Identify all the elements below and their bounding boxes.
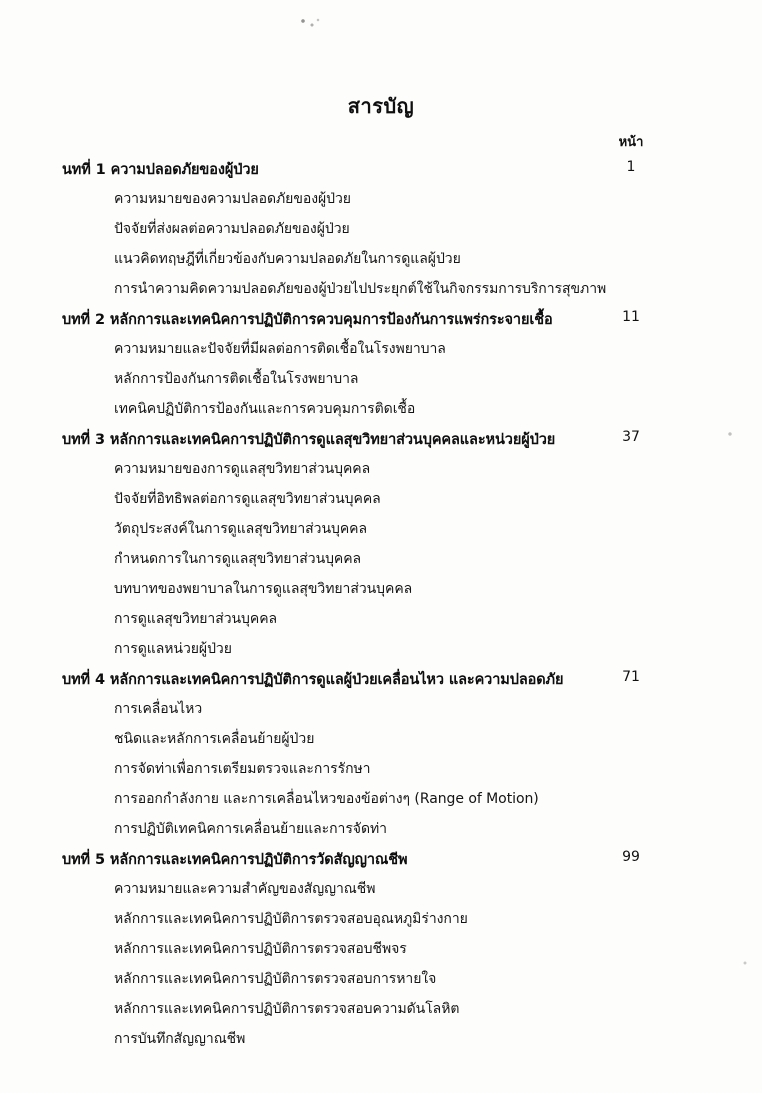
toc-chapter-title: บทที่ 5 หลักการและเทคนิคการปฏิบัติการวัดสัญญาณชีพ bbox=[62, 852, 408, 868]
toc-chapter-page: 37 bbox=[622, 429, 640, 445]
toc-entry-title: การดูแลหน่วยผู้ป่วย bbox=[114, 641, 232, 657]
page-column-header: หน้า bbox=[618, 135, 644, 150]
list-item bbox=[0, 578, 762, 608]
list-item bbox=[0, 818, 762, 848]
toc-chapter-line bbox=[0, 848, 762, 878]
toc-entry-title: การจัดท่าเพื่อการเตรียมตรวจและการรักษา bbox=[114, 761, 371, 777]
toc-chapter bbox=[0, 848, 762, 1058]
toc-entry-title: หลักการและเทคนิคการปฏิบัติการตรวจสอบชีพจร bbox=[114, 941, 407, 957]
scan-artifact-icon bbox=[300, 18, 322, 28]
list-item bbox=[0, 518, 762, 548]
toc-chapter-page: 1 bbox=[626, 159, 636, 175]
toc-chapter-page: 11 bbox=[622, 309, 640, 325]
toc-chapter-title: บทที่ 3 หลักการและเทคนิคการปฏิบัติการดูแลสุขวิทยาส่วนบุคคลและหน่วยผู้ป่วย bbox=[62, 432, 556, 448]
toc-chapter bbox=[0, 158, 762, 308]
toc-entry-title: ความหมายและความสำคัญของสัญญาณชีพ bbox=[114, 881, 376, 897]
list-item bbox=[0, 458, 762, 488]
toc-entry-title: การเคลื่อนไหว bbox=[114, 701, 203, 717]
toc-entry-title: กำหนดการในการดูแลสุขวิทยาส่วนบุคคล bbox=[114, 551, 362, 567]
toc-entry-title: ปัจจัยที่อิทธิพลต่อการดูแลสุขวิทยาส่วนบุคคล bbox=[114, 491, 381, 507]
toc-entry-title: หลักการและเทคนิคการปฏิบัติการตรวจสอบความดันโลหิต bbox=[114, 1001, 460, 1017]
list-item bbox=[0, 1028, 762, 1058]
list-item bbox=[0, 728, 762, 758]
list-item bbox=[0, 248, 762, 278]
toc-chapter bbox=[0, 308, 762, 428]
toc-chapter-title: บทที่ 2 หลักการและเทคนิคการปฏิบัติการควบคุมการป้องกันการแพร่กระจายเชื้อ bbox=[62, 312, 553, 328]
toc-chapter bbox=[0, 428, 762, 668]
toc-chapter bbox=[0, 668, 762, 848]
toc-entry-title: วัตถุประสงค์ในการดูแลสุขวิทยาส่วนบุคคล bbox=[114, 521, 368, 537]
list-item bbox=[0, 698, 762, 728]
toc-entry-title: หลักการและเทคนิคการปฏิบัติการตรวจสอบการหายใจ bbox=[114, 971, 437, 987]
toc-entry-title: ความหมายของการดูแลสุขวิทยาส่วนบุคคล bbox=[114, 461, 371, 477]
list-item bbox=[0, 398, 762, 428]
toc-entry-title: ความหมายและปัจจัยที่มีผลต่อการติดเชื้อในโรงพยาบาล bbox=[114, 341, 446, 357]
toc-chapter-line bbox=[0, 668, 762, 698]
list-item bbox=[0, 998, 762, 1028]
list-item bbox=[0, 548, 762, 578]
list-item bbox=[0, 938, 762, 968]
toc-entry-title: การออกกำลังกาย และการเคลื่อนไหวของข้อต่างๆ (Range of Motion) bbox=[114, 791, 539, 807]
toc-chapter-title: นทที่ 1 ความปลอดภัยของผู้ป่วย bbox=[62, 162, 259, 178]
list-item bbox=[0, 638, 762, 668]
list-item bbox=[0, 608, 762, 638]
toc-entry-title: หลักการและเทคนิคการปฏิบัติการตรวจสอบอุณหภูมิร่างกาย bbox=[114, 911, 468, 927]
list-item bbox=[0, 188, 762, 218]
list-item bbox=[0, 878, 762, 908]
toc-entry-title: ความหมายของความปลอดภัยของผู้ป่วย bbox=[114, 191, 351, 207]
list-item bbox=[0, 368, 762, 398]
list-item bbox=[0, 338, 762, 368]
list-item bbox=[0, 488, 762, 518]
toc-entry-title: หลักการป้องกันการติดเชื้อในโรงพยาบาล bbox=[114, 371, 359, 387]
toc-entry-title: การดูแลสุขวิทยาส่วนบุคคล bbox=[114, 611, 278, 627]
toc-chapter-line bbox=[0, 308, 762, 338]
toc-chapter-page: 99 bbox=[622, 849, 640, 865]
page-title: สารบัญ bbox=[347, 94, 415, 118]
list-item bbox=[0, 758, 762, 788]
list-item bbox=[0, 968, 762, 998]
list-item bbox=[0, 218, 762, 248]
toc-chapter-page: 71 bbox=[622, 669, 640, 685]
list-item bbox=[0, 908, 762, 938]
toc-entry-title: เทคนิคปฏิบัติการป้องกันและการควบคุมการติดเชื้อ bbox=[114, 401, 416, 417]
toc-chapter-title: บทที่ 4 หลักการและเทคนิคการปฏิบัติการดูแลผู้ป่วยเคลื่อนไหว และความปลอดภัย bbox=[62, 672, 564, 688]
toc-chapter-line bbox=[0, 428, 762, 458]
toc-entry-title: การนำความคิดความปลอดภัยของผู้ป่วยไปประยุกต์ใช้ในกิจกรรมการบริการสุขภาพ bbox=[114, 281, 607, 297]
toc-entry-title: การปฏิบัติเทคนิคการเคลื่อนย้ายและการจัดท่า bbox=[114, 821, 387, 837]
toc-entry-title: บทบาทของพยาบาลในการดูแลสุขวิทยาส่วนบุคคล bbox=[114, 581, 413, 597]
toc-entry-title: แนวคิดทฤษฎีที่เกี่ยวข้องกับความปลอดภัยในการดูแลผู้ป่วย bbox=[114, 251, 461, 267]
toc-entry-title: ปัจจัยที่ส่งผลต่อความปลอดภัยของผู้ป่วย bbox=[114, 221, 350, 237]
toc-entry-title: ชนิดและหลักการเคลื่อนย้ายผู้ป่วย bbox=[114, 731, 315, 747]
toc-entry-title: การบันทึกสัญญาณชีพ bbox=[114, 1031, 246, 1047]
list-item bbox=[0, 788, 762, 818]
list-item bbox=[0, 278, 762, 308]
table-of-contents bbox=[0, 158, 762, 1058]
toc-chapter-line bbox=[0, 158, 762, 188]
